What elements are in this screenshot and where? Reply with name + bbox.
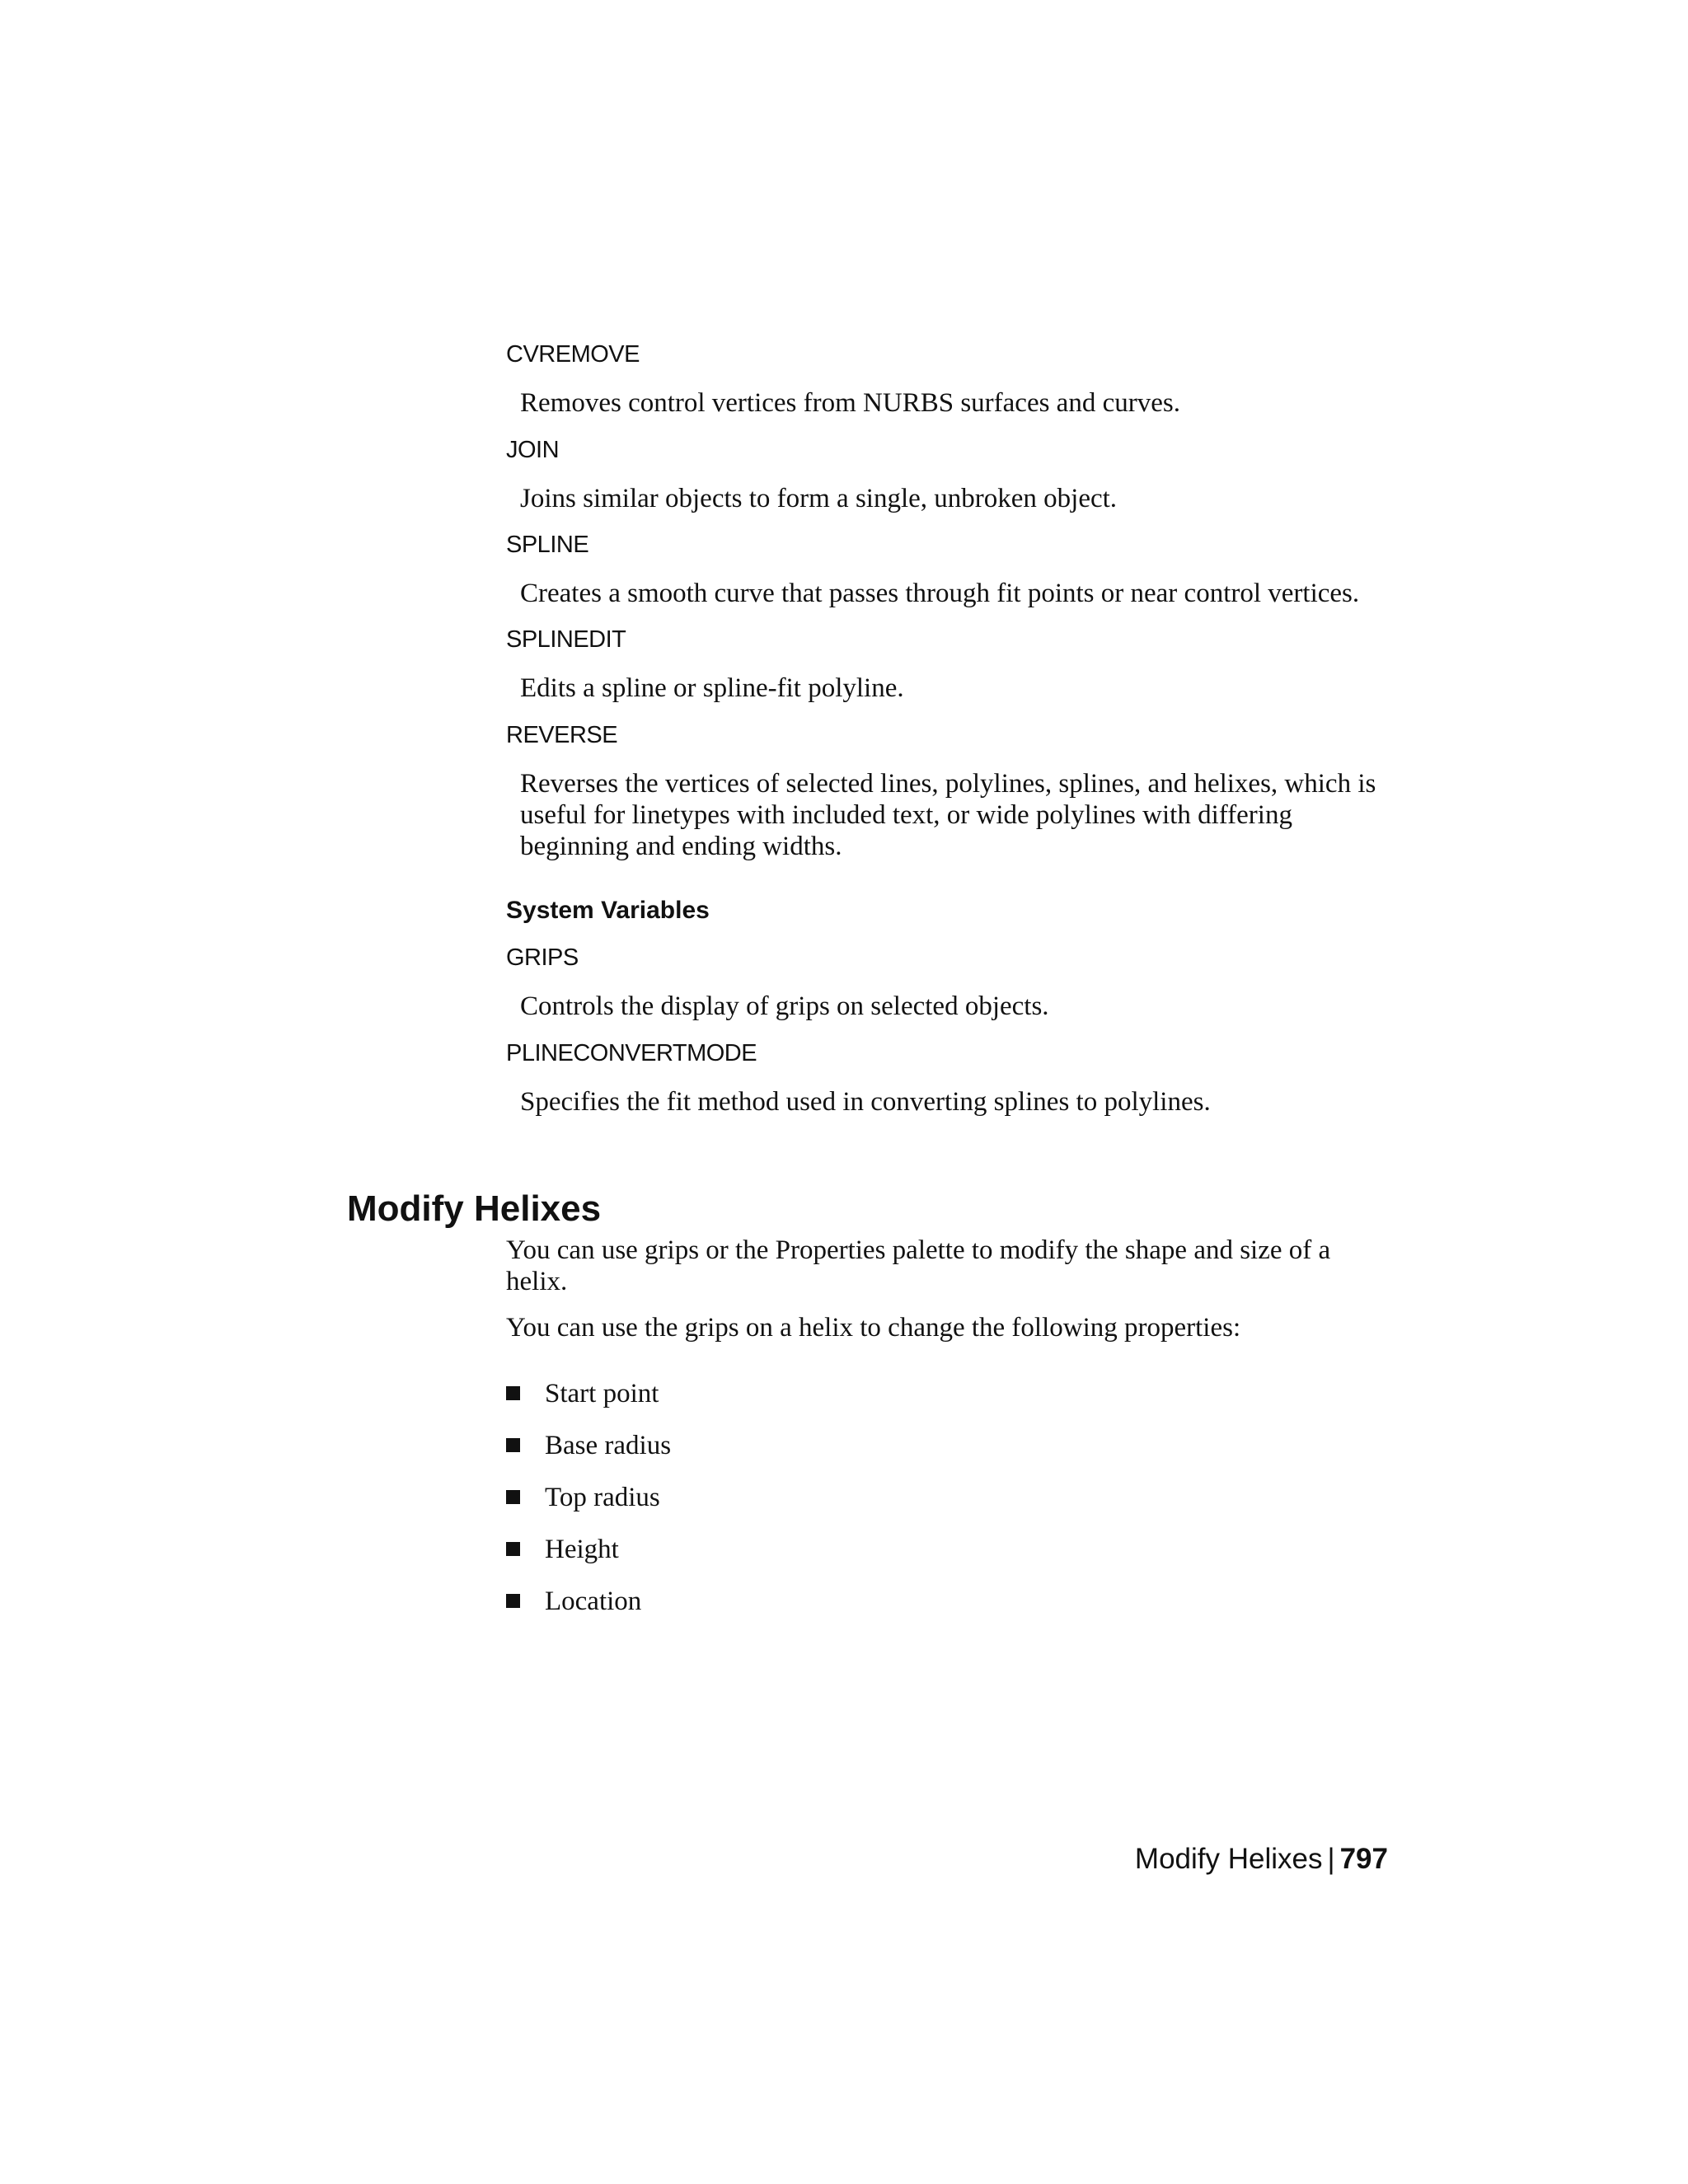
bullet-text: Top radius xyxy=(545,1483,660,1512)
command-description-join: Joins similar objects to form a single, unbroken object. xyxy=(520,484,1118,513)
footer-separator: | xyxy=(1327,1843,1335,1875)
bullet-square-icon xyxy=(506,1386,520,1400)
sysvar-description-grips: Controls the display of grips on selected objects. xyxy=(520,991,1049,1021)
bullet-square-icon xyxy=(506,1542,520,1556)
command-name-reverse: REVERSE xyxy=(506,722,618,748)
command-name-splinedit: SPLINEDIT xyxy=(506,626,626,653)
bullet-text: Base radius xyxy=(545,1431,672,1460)
bullet-text: Height xyxy=(545,1535,619,1564)
command-description-reverse: Reverses the vertices of selected lines, polylines, splines, and helixes, which is useful for linetypes with included text, or wide polylines with differing beginning and ending widths. xyxy=(520,769,1376,861)
bullet-square-icon xyxy=(506,1594,520,1608)
command-name-spline: SPLINE xyxy=(506,532,589,558)
command-description-splinedit: Edits a spline or spline-fit polyline. xyxy=(520,673,904,703)
footer-section-name: Modify Helixes xyxy=(1134,1843,1323,1875)
bullet-square-icon xyxy=(506,1438,520,1452)
section-title: Modify Helixes xyxy=(347,1188,602,1229)
bullet-text: Location xyxy=(545,1586,642,1616)
section-lead-in-paragraph: You can use the grips on a helix to change the following properties: xyxy=(506,1313,1241,1343)
system-variables-heading: System Variables xyxy=(506,897,710,924)
section-intro-paragraph: You can use grips or the Properties palette to modify the shape and size of a helix. xyxy=(506,1235,1331,1296)
page-footer xyxy=(1135,1843,1388,1876)
sysvar-description-plineconvertmode: Specifies the fit method used in converting splines to polylines. xyxy=(520,1087,1211,1117)
page-number: 797 xyxy=(1339,1843,1388,1875)
bullet-text: Start point xyxy=(545,1379,659,1408)
bullet-square-icon xyxy=(506,1490,520,1504)
command-description-spline: Creates a smooth curve that passes through fit points or near control vertices. xyxy=(520,579,1360,608)
command-name-cvremove: CVREMOVE xyxy=(506,341,640,368)
sysvar-name-plineconvertmode: PLINECONVERTMODE xyxy=(506,1040,757,1066)
sysvar-name-grips: GRIPS xyxy=(506,944,579,971)
command-name-join: JOIN xyxy=(506,437,560,463)
command-description-cvremove: Removes control vertices from NURBS surfaces and curves. xyxy=(520,388,1180,418)
